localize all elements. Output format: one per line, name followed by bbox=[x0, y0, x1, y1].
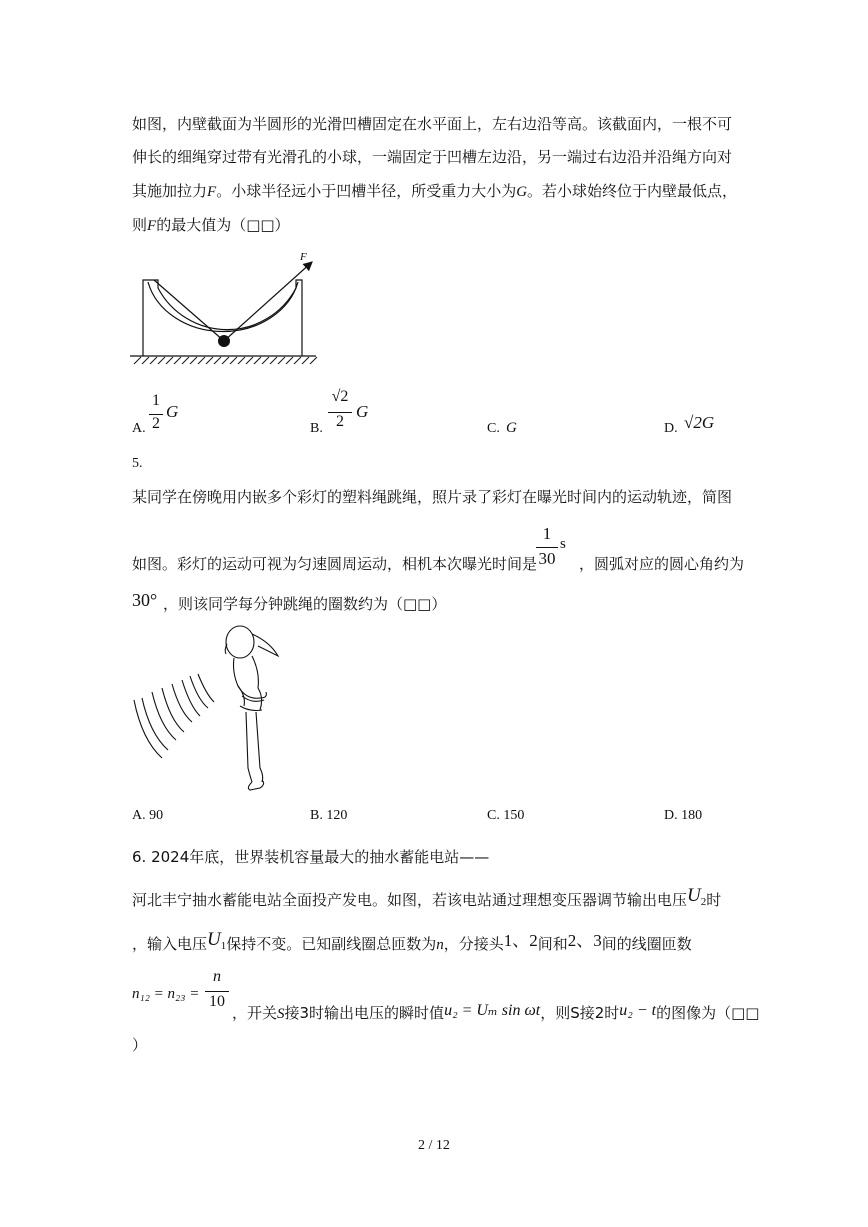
q4-option-a-num: 1 bbox=[152, 392, 160, 409]
q5-option-d[interactable]: D. 180 bbox=[664, 808, 703, 823]
q5-line-1: 某同学在傍晚用内嵌多个彩灯的塑料绳跳绳，照片录了彩灯在曝光时间内的运动轨迹，简图 bbox=[132, 488, 733, 506]
q4-option-c-var: G bbox=[506, 420, 517, 436]
jump-rope-figure bbox=[128, 622, 298, 794]
q4-line-3c: 。若小球始终位于内壁最低点， bbox=[527, 182, 738, 200]
q4-line-3a: 其施加拉力 bbox=[132, 182, 208, 200]
q6-line-5: ） bbox=[132, 1036, 148, 1054]
q6-eq-bar bbox=[205, 991, 229, 992]
q4-option-b-num: √2 bbox=[331, 388, 349, 405]
q4-option-a-var: G bbox=[166, 402, 179, 421]
q6-tap23: 2、3 bbox=[567, 931, 602, 950]
q6-eq-num: n bbox=[213, 968, 221, 985]
q4-option-a-den: 2 bbox=[152, 415, 160, 432]
q4-option-b-den: 2 bbox=[336, 413, 344, 430]
q6-tap12: 1、2 bbox=[503, 931, 538, 950]
q5-angle: 30° bbox=[132, 590, 158, 610]
q5-option-c[interactable]: C. 150 bbox=[487, 808, 525, 823]
q6-u1-sub: 1 bbox=[220, 940, 227, 952]
q6-line-4d: 的图像为（□□ bbox=[656, 1004, 760, 1022]
q5-line-2 bbox=[132, 553, 744, 575]
q6-eq-left: n₁₂ = n₂₃ = bbox=[132, 986, 200, 1002]
q6-line-3 bbox=[132, 929, 692, 957]
q4-line-4a: 则 bbox=[132, 216, 148, 234]
q6-line-3d: 间和 bbox=[537, 935, 568, 953]
q6-u2-sub: 2 bbox=[700, 896, 707, 908]
q6-line-3a: ，输入电压 bbox=[132, 935, 208, 953]
q4-option-c-label[interactable]: C. bbox=[487, 421, 500, 436]
q4-var-f-2: F bbox=[147, 218, 157, 234]
q4-line-1: 如图，内壁截面为半圆形的光滑凹槽固定在水平面上，左右边沿等高。该截面内，一根不可 bbox=[132, 115, 733, 133]
q5-number: 5. bbox=[132, 456, 143, 471]
q5-option-a[interactable]: A. 90 bbox=[132, 808, 164, 823]
q6-u1: U bbox=[207, 929, 221, 950]
q4-option-b-label[interactable]: B. bbox=[310, 421, 323, 436]
q4-option-a-label[interactable]: A. bbox=[132, 421, 146, 436]
q4-option-d-label[interactable]: D. bbox=[664, 421, 678, 436]
q6-line-2a: 河北丰宁抽水蓄能电站全面投产发电。如图，若该电站通过理想变压器调节输出电压 bbox=[132, 891, 688, 909]
page-number: 2 / 12 bbox=[418, 1138, 450, 1153]
q6-s1: S bbox=[277, 1006, 285, 1022]
q5-frac-den: 30 bbox=[538, 549, 556, 568]
q4-var-f: F bbox=[207, 184, 217, 200]
q4-line-4b: 的最大值为（□□） bbox=[156, 216, 290, 234]
q5-line-2b: ，圆弧对应的圆心角约为 bbox=[579, 555, 745, 573]
q6-u2: U bbox=[687, 885, 701, 906]
q4-option-b-var: G bbox=[356, 402, 369, 421]
q5-frac-num: 1 bbox=[542, 524, 552, 543]
q6-line-4a: ，开关 bbox=[232, 1004, 278, 1022]
q4-line-4 bbox=[132, 214, 290, 237]
q6-line-4c: ，则S接2时 bbox=[540, 1004, 620, 1022]
q6-u-expr: u₂ = Uₘ sin ωt bbox=[444, 1002, 541, 1019]
q4-option-d-val: √2G bbox=[684, 413, 715, 432]
q6-eq-den: 10 bbox=[209, 993, 225, 1010]
groove-figure bbox=[130, 248, 330, 374]
q6-line-2 bbox=[132, 885, 721, 913]
q4-line-3 bbox=[132, 180, 737, 203]
q6-line-3b: 保持不变。已知副线圈总匝数为 bbox=[226, 935, 437, 953]
q4-line-3b: 。小球半径远小于凹槽半径，所受重力大小为 bbox=[216, 182, 517, 200]
q6-line-2b: 时 bbox=[706, 891, 722, 909]
q5-option-b[interactable]: B. 120 bbox=[310, 808, 348, 823]
q6-line-3c: ，分接头 bbox=[443, 935, 504, 953]
q5-line-2a: 如图。彩灯的运动可视为匀速圆周运动，相机本次曝光时间是 bbox=[132, 555, 538, 573]
q6-line-1: 6. 2024年底，世界装机容量最大的抽水蓄能电站—— bbox=[132, 848, 490, 866]
force-label: F bbox=[300, 251, 307, 263]
q6-line-4b: 接3时输出电压的瞬时值 bbox=[284, 1004, 445, 1022]
q5-frac-bar bbox=[536, 547, 558, 548]
q4-var-g: G bbox=[516, 184, 528, 200]
q5-line-3: ，则该同学每分钟跳绳的圈数约为（□□） bbox=[163, 595, 447, 613]
q6-u-t: u₂ − t bbox=[619, 1002, 657, 1019]
q6-n: n bbox=[436, 937, 444, 953]
q6-line-3e: 间的线圈匝数 bbox=[601, 935, 692, 953]
q4-line-2: 伸长的细绳穿过带有光滑孔的小球，一端固定于凹槽左边沿，另一端过右边沿并沿绳方向对 bbox=[132, 148, 733, 166]
q6-line-4 bbox=[232, 1000, 759, 1025]
q5-frac-unit: s bbox=[560, 536, 566, 552]
